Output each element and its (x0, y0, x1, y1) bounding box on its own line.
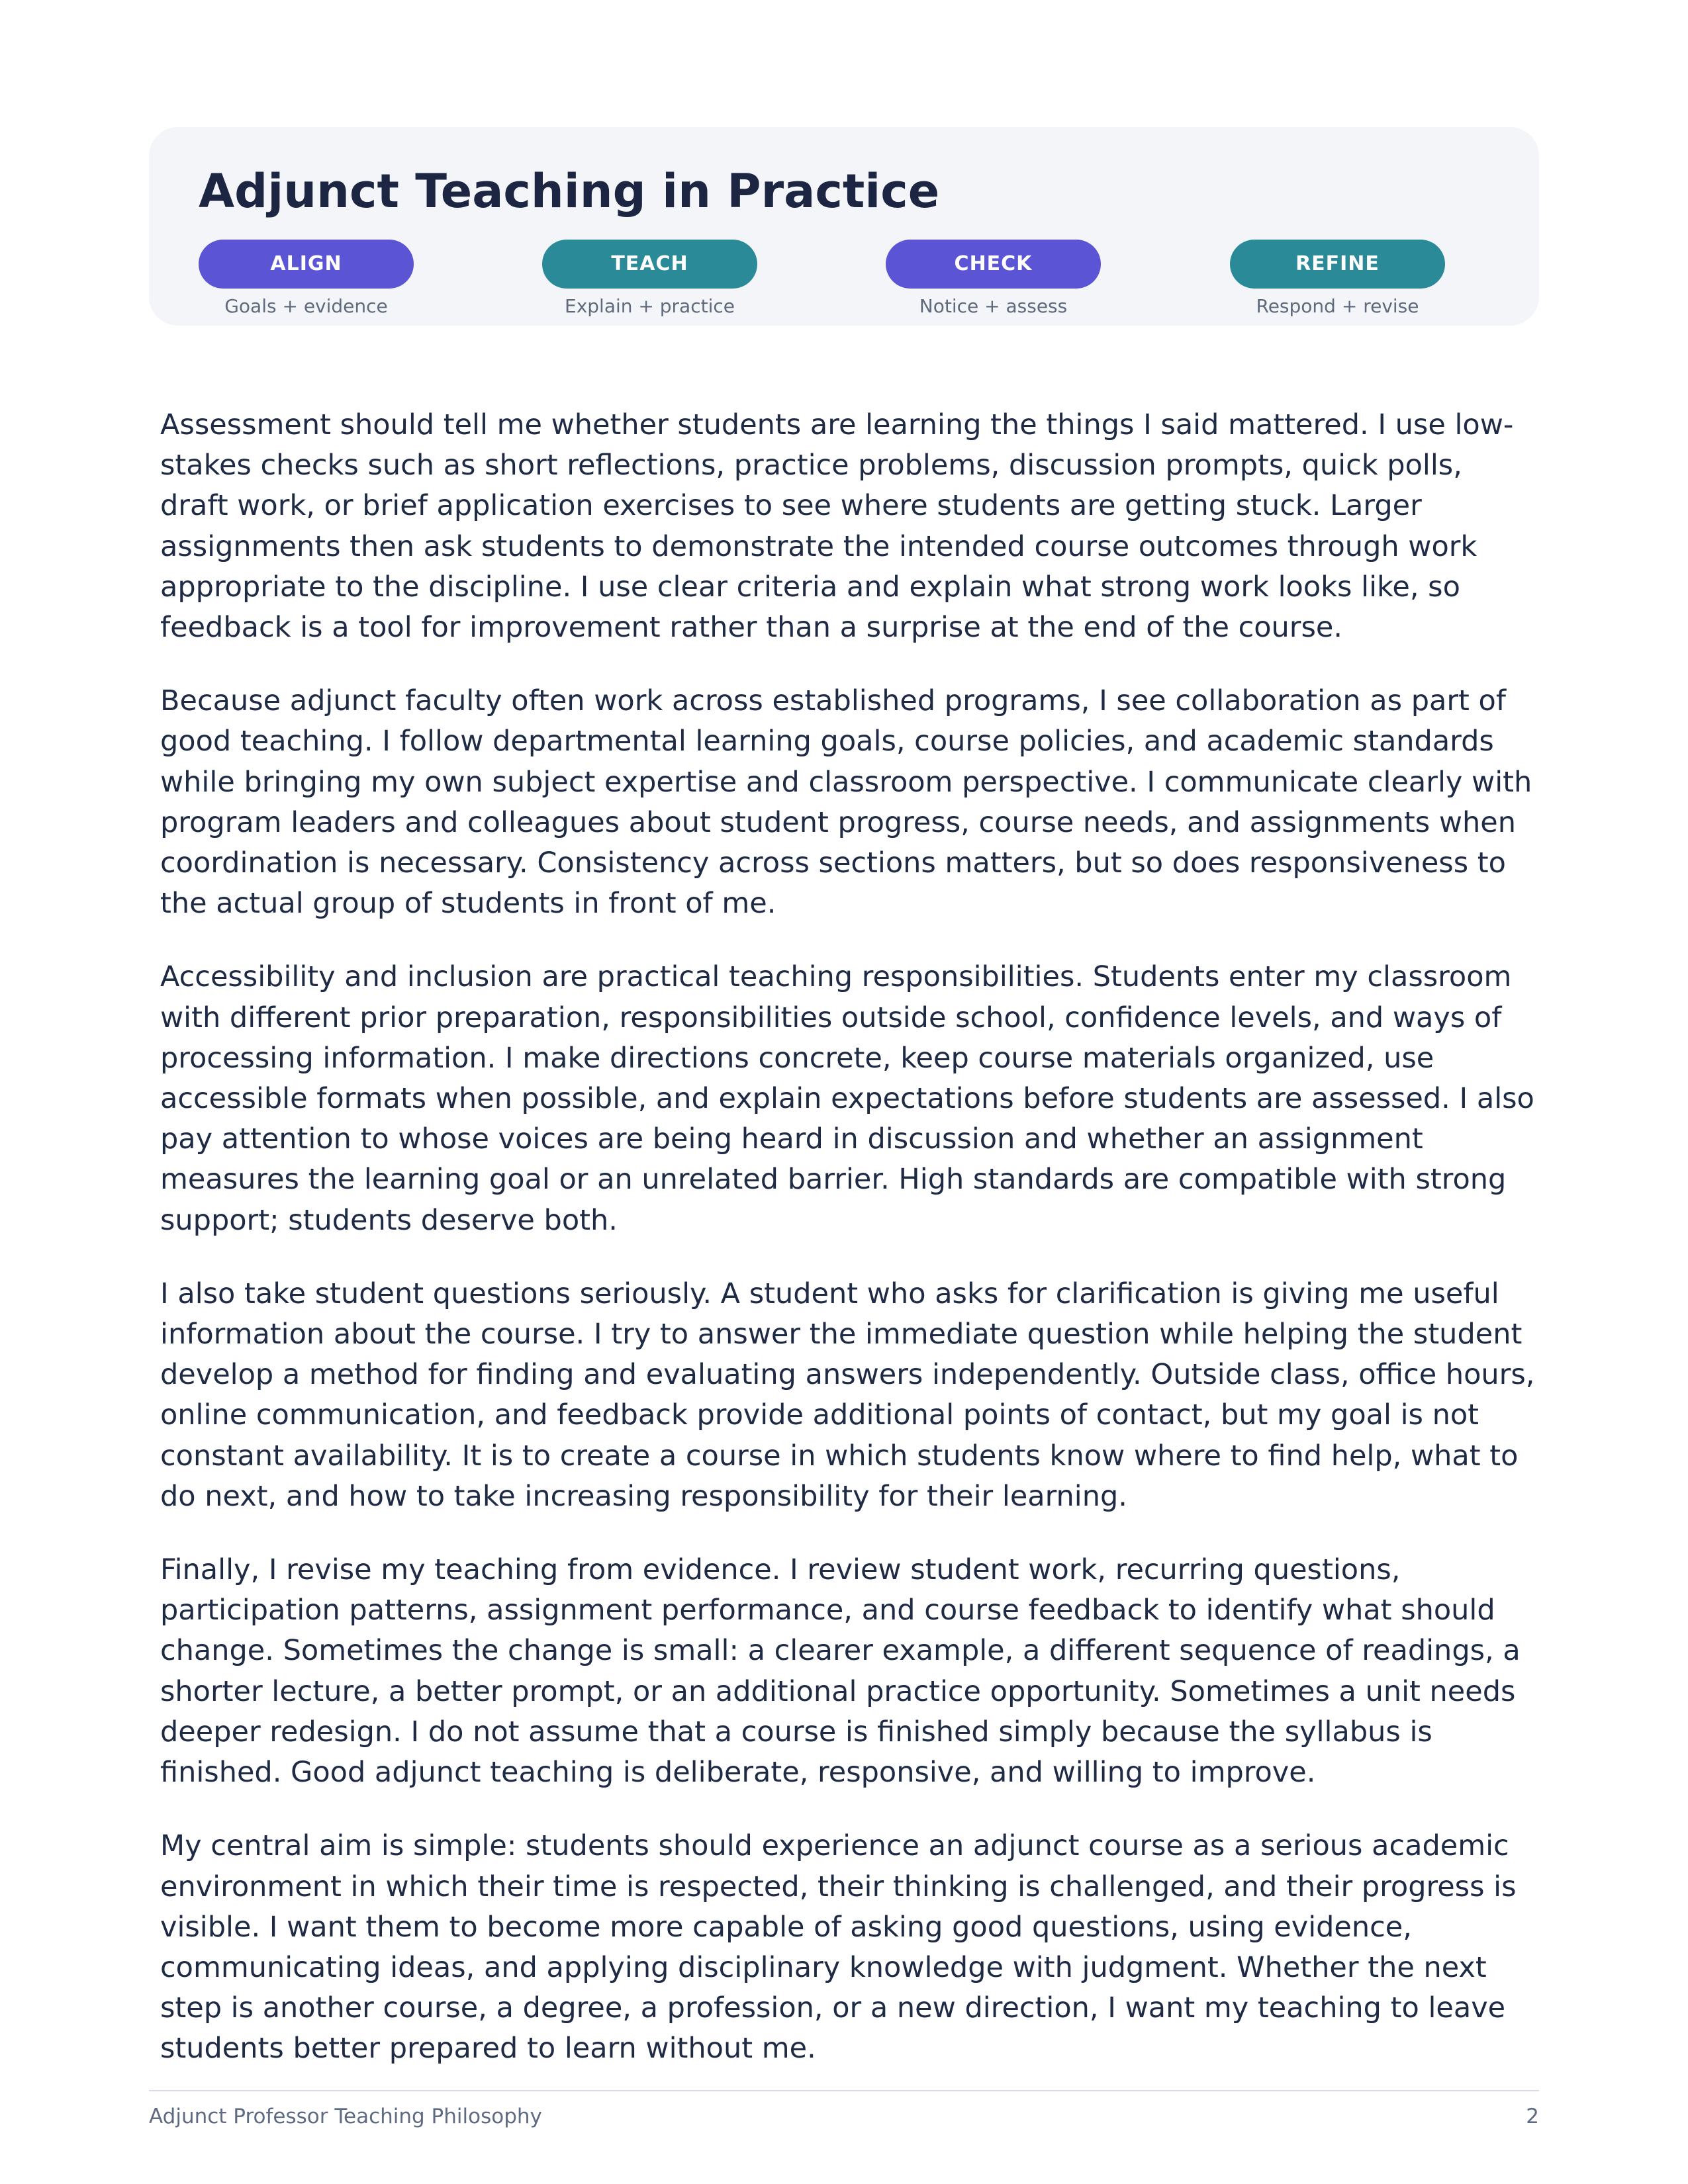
footer-divider (149, 2090, 1539, 2091)
step-check (886, 240, 1101, 319)
step-align-badge: ALIGN (199, 240, 414, 289)
step-check-badge: CHECK (886, 240, 1101, 289)
paragraph-collaboration: Because adjunct faculty often work across established programs, I see collaboration as part of good teaching. I follow departmental learning goals, course policies, and academic standards while bringing my own subject expertise and classroom perspective. I communicate clearly with program leaders and colleagues about student progress, course needs, and assignments when coordination is necessary. Consistency across sections matters, but so does responsiveness to the actual group of students in front of me. (160, 684, 1532, 921)
page-title: Adjunct Teaching in Practice (199, 164, 940, 218)
step-refine-caption: Respond + revise (1256, 295, 1419, 317)
step-check-caption: Notice + assess (919, 295, 1068, 317)
paragraph-revision: Finally, I revise my teaching from evidence. I review student work, recurring questions, participation patterns, assignment performance, and course feedback to identify what should change. Sometimes the change is small: a clearer example, a different sequence of readings, a shorter lecture, a better prompt, or an additional practice opportunity. Sometimes a unit needs deeper redesign. I do not assume that a course is finished simply because the syllabus is finished. Good adjunct teaching is deliberate, responsive, and willing to improve. (160, 1553, 1521, 1790)
paragraph-assessment: Assessment should tell me whether students are learning the things I said mattered. I use low-stakes checks such as short reflections, practice problems, discussion prompts, quick polls, draft work, or brief application exercises to see where students are getting stuck. Larger assignments then ask students to demonstrate the intended course outcomes through work appropriate to the discipline. I use clear criteria and explain what strong work looks like, so feedback is a tool for improvement rather than a surprise at the end of the course. (160, 408, 1514, 645)
footer-document-title: Adjunct Professor Teaching Philosophy (149, 2105, 542, 2128)
step-refine-badge: REFINE (1230, 240, 1445, 289)
paragraph-central-aim: My central aim is simple: students should experience an adjunct course as a serious academic environment in which their time is respected, their thinking is challenged, and their progress is visible. I want them to become more capable of asking good questions, using evidence, communicating ideas, and applying disciplinary knowledge with judgment. Whether the next step is another course, a degree, a profession, or a new direction, I want my teaching to leave students better prepared to learn without me. (160, 1829, 1517, 2066)
page-number: 2 (1526, 2105, 1539, 2128)
step-align (199, 240, 414, 319)
step-align-caption: Goals + evidence (224, 295, 388, 317)
header-card (149, 127, 1539, 326)
paragraph-accessibility: Accessibility and inclusion are practical teaching responsibilities. Students enter my classroom with different prior preparation, responsibilities outside school, confidence levels, and ways of processing information. I make directions concrete, keep course materials organized, use accessible formats when possible, and explain expectations before students are assessed. I also pay attention to whose voices are being heard in discussion and whether an assignment measures the learning goal or an unrelated barrier. High standards are compatible with strong support; students deserve both. (160, 960, 1534, 1237)
step-teach-badge: TEACH (542, 240, 757, 289)
step-teach (542, 240, 757, 319)
step-refine (1230, 240, 1445, 319)
body-text (160, 405, 1537, 2103)
step-teach-caption: Explain + practice (565, 295, 735, 317)
paragraph-student-questions: I also take student questions seriously. A student who asks for clarification is giving me useful information about the course. I try to answer the immediate question while helping the student develop a method for finding and evaluating answers independently. Outside class, office hours, online communication, and feedback provide additional points of contact, but my goal is not constant availability. It is to create a course in which students know where to find help, what to do next, and how to take increasing responsibility for their learning. (160, 1277, 1535, 1513)
